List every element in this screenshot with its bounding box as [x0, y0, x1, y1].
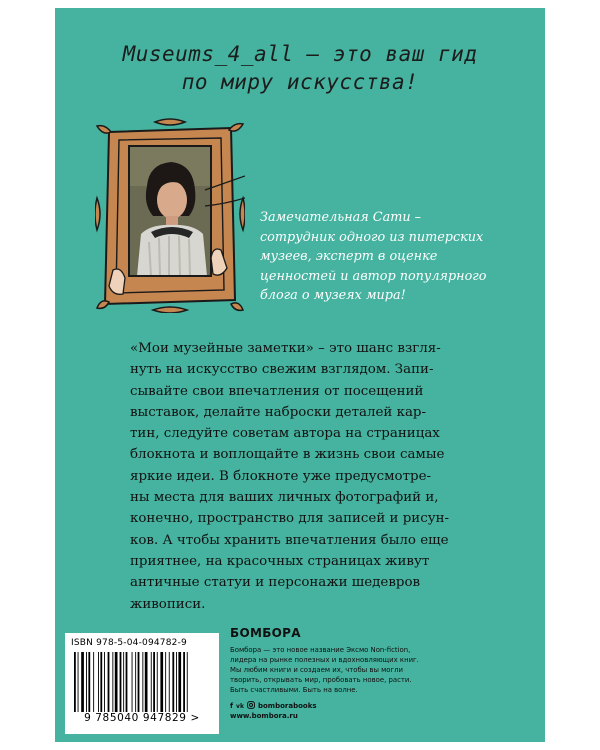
- social-handle: bomborabooks: [257, 702, 317, 710]
- author-line: ценностей и автор популярного: [260, 268, 487, 284]
- description-line: выставок, делайте наброски деталей кар-: [130, 404, 427, 420]
- description-line: живописи.: [130, 596, 206, 612]
- publisher-line: Бомбора — это новое название Эксмо Non-fiction,: [230, 646, 411, 654]
- author-line: Замечательная Сати –: [260, 210, 422, 225]
- author-description: [260, 208, 510, 306]
- author-line: блога о музеях мира!: [260, 288, 406, 304]
- headline-line-2: по миру искусства!: [181, 70, 419, 94]
- description-line: «Мои музейные заметки» – это шанс взгля-: [130, 341, 441, 356]
- author-line: сотрудник одного из питерских: [260, 229, 484, 245]
- social-links: [230, 701, 317, 711]
- publisher-logo: БОМБОРА: [230, 626, 301, 640]
- description-line: приятнее, на красочных страницах живут: [130, 553, 430, 569]
- publisher-line: творить, открывать мир, пробовать новое, расти.: [230, 676, 412, 684]
- publisher-line: Быть счастливыми. Быть на волне.: [230, 686, 358, 694]
- publisher-description: [230, 645, 470, 695]
- publisher-line: Мы любим книги и создаем их, чтобы вы могли: [230, 666, 404, 674]
- isbn-label: ISBN 978-5-04-094782-9: [71, 638, 187, 648]
- barcode-digits: 9 785040 947829 >: [84, 712, 200, 724]
- publisher-website: www.bombora.ru: [230, 712, 298, 720]
- headline-line-1: Museums_4_all – это ваш гид: [122, 42, 478, 66]
- description-line: ны места для ваших личных фотографий и,: [130, 490, 439, 506]
- isbn-barcode-block: [65, 633, 219, 734]
- description-line: ков. А чтобы хранить впечатления было еще: [130, 532, 449, 548]
- book-description: [130, 338, 478, 615]
- book-back-cover: [55, 8, 545, 742]
- publisher-line: лидера на рынке полезных и вдохновляющих книг.: [230, 656, 419, 664]
- author-line: музеев, эксперт в оценке: [260, 249, 438, 265]
- barcode-image: [74, 652, 212, 712]
- facebook-icon: f: [230, 702, 234, 710]
- description-line: нуть на искусство свежим взглядом. Запи-: [130, 362, 434, 378]
- description-line: конечно, пространство для записей и рисун-: [130, 511, 450, 527]
- description-line: яркие идеи. В блокноте уже предусмотре-: [130, 468, 432, 484]
- description-line: античные статуи и персонажи шедевров: [130, 575, 421, 591]
- description-line: сывайте свои впечатления от посещений: [130, 383, 424, 399]
- instagram-icon: [247, 701, 255, 711]
- description-line: блокнота и воплощайте в жизнь свои самые: [130, 447, 445, 463]
- author-portrait-frame: [95, 118, 245, 313]
- description-line: тин, следуйте советам автора на страницах: [130, 426, 440, 442]
- vk-icon: vk: [236, 702, 244, 710]
